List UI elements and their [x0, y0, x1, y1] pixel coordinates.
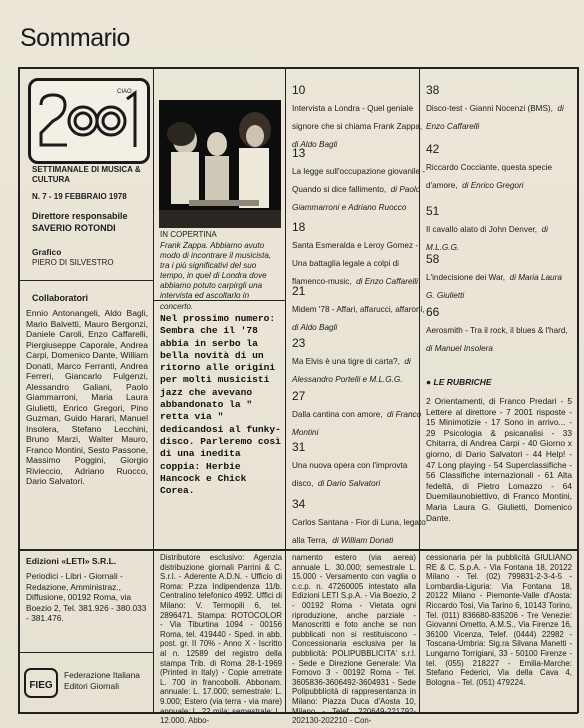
toc-title: Riccardo Cocciante, questa specie d'amore,	[426, 163, 553, 190]
toc-title: L'indecisione dei War,	[426, 273, 506, 282]
cover-caption: Frank Zappa. Abbiamo avuto modo di incontrare il musicista, tra i più significativi del suo tempo, in quel di Londra dove abbiamo potuto carpirgli una intervista ed ascoltarlo in concerto.	[160, 241, 272, 311]
toc-author: di William Donati	[332, 536, 394, 545]
toc-author: di Maria Laura G. Giulietti	[426, 273, 562, 300]
right-rule	[577, 67, 579, 713]
rubriche-text: 2 Orientamenti, di Franco Predari - 5 Lettere al direttore - 7 2001 risposte - 15 Minimotizie - 17 Sono in arrivo... - 29 Psicologia & psicanalisi - 33 Chitarra, di Andrea Carpi - 40 Giorno x giorno, di Dario Salvatori - 44 Help! - 47 Long playing - 54 Superclassifiche - 56 Classifiche internazionali - 61 Alta fedeltà, di Pietro Lomazzo - 64 Duemilaunobiettivo, di Franco Montini, Maria Laura G. Giulietti, Domenico Dante.	[426, 396, 572, 523]
edizioni-text: Periodici - Libri - Giornali - Redazione, Amministraz., Diffusione, 00192 Roma, via Boezio 2, Tel. 381.926 - 380.033 - 381.476.	[26, 571, 147, 624]
fieg-divider	[18, 652, 153, 653]
collaboratori-list: Ennio Antonangeli, Aldo Bagli, Mario Balvetti, Mauro Bergonzi, Daniele Caroli, Enzo Caffarelli, Piergiuseppe Caporale, Andrea Carpi, Domenico Dante, William Donati, Marco Ferranti, Andrea Ferreri, Giancarlo Fulgenzi, Alessandro Galiani, Paolo Giammarroni, Maria Laura Giulietti, Enrico Gregori, Pino Guzman, Guido Harari, Manuel Insolera, Stefano Lecchini, Bruno Marzi, Walter Mauro, Franco Montini, Sesto Passone, Massimo Poggini, Giorgio Rivieccio, Adriano Ruocco, Dario Salvatori.	[26, 308, 148, 486]
toc-title: Ma Elvis è una tigre di carta?,	[292, 357, 400, 366]
col-divider-2	[285, 67, 286, 713]
cover-label: IN COPERTINA	[160, 230, 217, 239]
logo-2001-graphic	[31, 81, 147, 161]
toc-author: di Enzo Caffarelli	[426, 104, 564, 131]
toc-page-number: 21	[292, 284, 306, 298]
director-label: Direttore responsabile	[32, 211, 128, 221]
grafico-label: Grafico	[32, 247, 62, 257]
toc-entry	[426, 205, 570, 255]
toc-entry	[426, 84, 570, 134]
toc-page-number: 58	[426, 252, 440, 266]
next-issue-note: Nel prossimo numero: Sembra che il '78 abbia in serbo la bella novità di un ritorno alle origini per molti musicisti jazz che avevano abbandonato la " retta via " dedicandosi al funky-disco. Parleremo così di una inedita coppia: Herbie Hancock e Chick Corea.	[160, 313, 281, 497]
toc-author: di Aldo Bagli	[292, 323, 338, 332]
grafico-name: PIERO DI SILVESTRO	[32, 258, 114, 267]
toc-page-number: 66	[426, 305, 440, 319]
toc-page-number: 31	[292, 440, 306, 454]
collaboratori-label: Collaboratori	[32, 293, 89, 303]
toc-page-number: 42	[426, 142, 440, 156]
toc-entry	[292, 221, 426, 289]
toc-entry	[292, 285, 426, 335]
toc-entry	[292, 84, 426, 152]
toc-title: La legge sull'occupazione giovanile - Quando si dice fallimento,	[292, 167, 426, 194]
toc-title: Carlos Santana - Fior di Luna, legato alla Terra,	[292, 518, 426, 545]
toc-author: di Manuel Insolera	[426, 344, 493, 353]
toc-page-number: 18	[292, 220, 306, 234]
toc-title: Midem '78 - Affari, affarucci, affaroni,	[292, 305, 425, 314]
fieg-label: FIEG	[29, 680, 53, 691]
issue-info: N. 7 - 19 FEBBRAIO 1978	[32, 192, 127, 201]
toc-page-number: 10	[292, 83, 306, 97]
distributore-text: Distributore esclusivo: Agenzia distribuzione giornali Parrini & C. S.r.l. - Aderente A.D.N. - Ufficio di Roma: P.zza Indipendenza 11/b. Centralino telefonico 4992. Uffici di Milano: V. Termopili 6, tel. 2896471. Stampa: ROTOCOLOR - Via Tiburtina 1094 - 00156 Roma, tel. 419440 - Sped. in abb. post. gr. II 70% - Anno X - Iscritto al n. 12589 del registro della stampa Trib. di Roma 28-1-1969 (Printed in Italy) - Copie arretrate L. 700 in francobolli. Abbonam. annuale: L. 17.000; semestrale: L. 9.000; Estero (via terra - via mare) annuale: L. 22 mila; semestrale: L. 12.000. Abbo-	[160, 553, 282, 726]
fieg-logo	[24, 668, 58, 698]
toc-author: di Franco Montini	[292, 410, 422, 437]
toc-author: di Paolo Giammarroni e Adriano Ruocco	[292, 185, 421, 212]
toc-page-number: 23	[292, 336, 306, 350]
toc-entry	[426, 306, 570, 356]
concessionaria-text: cessionaria per la pubblicità GIULIANO RE & C. S.p.A. - Via Fontana 18, 20122 Milano - Tel. (02) 799831-2-3-4-5 - Lombardia-Liguria: Via Fontana 18, 20122 Milano - Piemonte-Valle d'Aosta: Riccardo Tosi, Via Tarino 6, 10143 Torino, Tel. (011) 836680-835206 - Tre Venezie: Giovanni Ometto, A.M.S., Via Firenze 16, 36100 Vicenza, Telef. (0444) 22982 - Toscana-Umbria: Sig.ra Silvana Manetti - Lungarno Torrigiani, 33 - 50100 Firenze - tel. (055) 218227 - Emilia-Marche: Stefano Federici, Via della Cava 4, Bologna - Tel. (051) 479224.	[426, 553, 572, 687]
fieg-logo-graphic	[24, 668, 58, 698]
toc-page-number: 34	[292, 497, 306, 511]
toc-author: di Aldo Bagli	[292, 140, 338, 149]
toc-title: Disco-test - Gianni Nocenzi (BMS),	[426, 104, 553, 113]
toc-title: Aerosmith - Tra il rock, il blues & l'hard,	[426, 326, 568, 335]
toc-entry	[292, 337, 426, 387]
toc-page-number: 27	[292, 389, 306, 403]
cover-photo	[159, 100, 281, 228]
toc-entry	[292, 498, 426, 548]
rubriche-label	[426, 377, 570, 388]
band-photo-illustration	[159, 100, 281, 228]
toc-title: Il cavallo alato di John Denver,	[426, 225, 538, 234]
director-name: SAVERIO ROTONDI	[32, 223, 116, 233]
col-divider-1	[153, 67, 154, 713]
toc-page-number: 38	[426, 83, 440, 97]
magazine-logo	[28, 78, 150, 164]
toc-entry	[426, 253, 570, 303]
left-rule	[18, 67, 20, 713]
rubriche-label-text: LE RUBRICHE	[433, 377, 492, 387]
toc-entry	[292, 441, 426, 491]
toc-entry	[426, 143, 570, 193]
logo-ciao: CIAO	[117, 89, 132, 95]
page-title: Sommario	[20, 24, 130, 52]
toc-title: Santa Esmeralda e Leroy Gomez - Una battaglia legale a colpi di flamenco-music,	[292, 241, 419, 286]
toc-author: di M.L.G.G.	[426, 225, 548, 252]
mid-rule	[18, 549, 578, 551]
toc-page-number: 13	[292, 146, 306, 160]
toc-entry	[292, 390, 426, 440]
toc-title: Intervista a Londra - Quel geniale signore che si chiama Frank Zappa,	[292, 104, 423, 131]
abbonamento-text: namento estero (via aerea) annuale L. 30.000; semestrale L. 15.000 - Versamento con vaglia o c.c.p. n. 47260005 intestato alla Edizioni LETI S.p.A. - Via Boezio, 2 - 00192 Roma - Vietata ogni riproduzione, anche parziale - Manoscritti e foto anche se non pubblicati non si restituiscono - Concessionaria esclusiva per la pubblicità: POLIPUBBLICITA' s.r.l. - Sede e Direzione Generale: Via Fornovo 3 - 00192 Roma - Tel. 3605836-3606492-3604931 - Sede Polipubblicità di rappresentanza in Milano: Piazza Duca d'Aosta 10, Milano - Telef. 220649-221792-202130-202210 - Con-	[292, 553, 416, 726]
toc-author: di Enrico Gregori	[462, 181, 524, 190]
toc-author: di Alessandro Portelli e M.L.G.G.	[292, 357, 411, 384]
toc-page-number: 51	[426, 204, 440, 218]
fieg-text: Federazione Italiana Editori Giornali	[64, 670, 140, 691]
toc-title: Dalla cantina con amore,	[292, 410, 383, 419]
toc-entry	[292, 147, 426, 215]
magazine-subtitle: SETTIMANALE DI MUSICA & CULTURA	[32, 165, 141, 184]
top-rule	[18, 67, 578, 69]
toc-author: di Enzo Caffarelli	[356, 277, 418, 286]
toc-title: Una nuova opera con l'improvta disco,	[292, 461, 408, 488]
edizioni-title: Edizioni «LETI» S.R.L.	[26, 556, 117, 566]
bullet-icon: ●	[426, 377, 434, 387]
masthead-divider	[18, 280, 153, 281]
toc-author: di Dario Salvatori	[317, 479, 381, 488]
